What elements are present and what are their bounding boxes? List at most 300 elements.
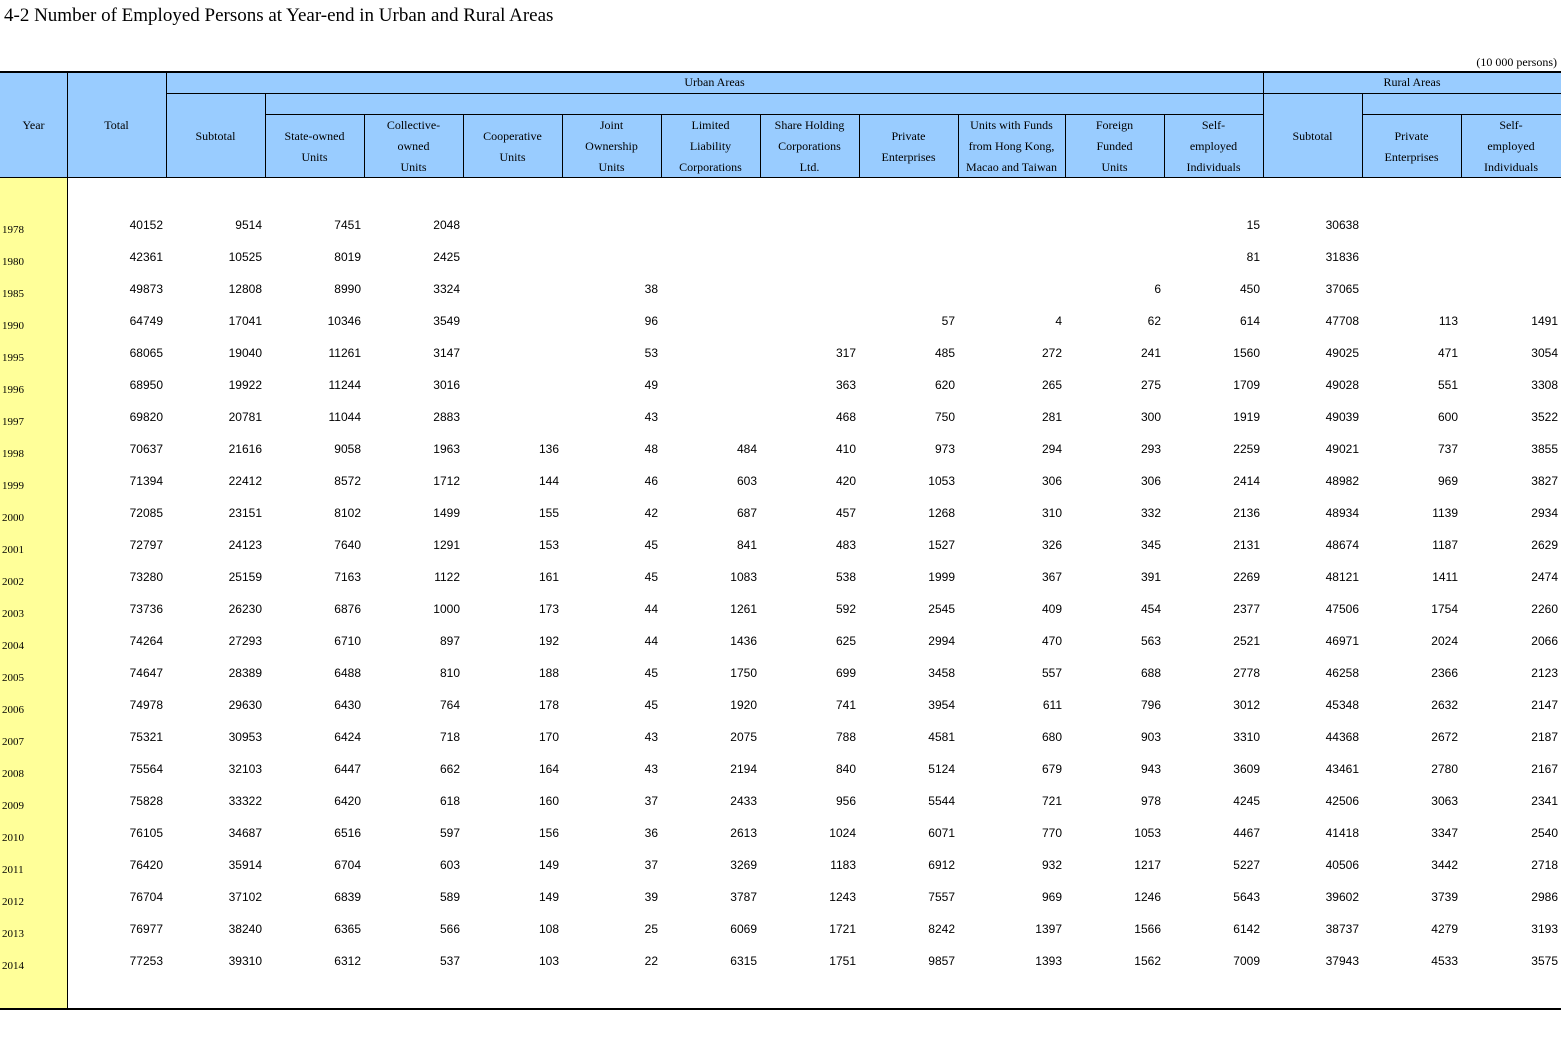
table-cell: 49025 — [1325, 346, 1359, 360]
header-text-line: Enterprises — [881, 149, 936, 164]
table-cell: 1139 — [1432, 506, 1458, 520]
table-cell — [1362, 241, 1461, 273]
header-divider — [1362, 94, 1363, 115]
table-cell: 75321 — [129, 730, 163, 744]
table-cell: 7163 — [334, 570, 361, 584]
header-urban-col-1 — [166, 94, 265, 178]
table-cell: 538 — [835, 570, 856, 584]
table-cell: 2259 — [1233, 442, 1260, 456]
year-cell: 2013 — [2, 928, 24, 940]
table-cell: 1491 — [1531, 314, 1558, 328]
table-cell: 149 — [538, 858, 559, 872]
table-cell: 326 — [1041, 538, 1062, 552]
table-cell: 367 — [1041, 570, 1062, 584]
table-cell: 48982 — [1325, 474, 1359, 488]
table-cell: 44 — [644, 634, 658, 648]
header-urban-col-10 — [1065, 115, 1164, 178]
table-cell: 144 — [538, 474, 559, 488]
table-cell: 2545 — [928, 602, 955, 616]
table-cell: 3954 — [928, 698, 955, 712]
table-cell: 9058 — [334, 442, 361, 456]
table-cell: 306 — [1041, 474, 1062, 488]
table-cell: 22412 — [228, 474, 262, 488]
table-cell — [562, 241, 661, 273]
table-cell: 4467 — [1233, 826, 1260, 840]
table-cell: 49021 — [1325, 442, 1359, 456]
header-text-line: Units — [598, 160, 625, 174]
table-cell: 6 — [1154, 282, 1161, 296]
table-cell — [661, 209, 760, 241]
table-cell: 688 — [1140, 666, 1161, 680]
table-row — [0, 945, 1561, 977]
table-cell — [859, 241, 958, 273]
table-cell: 11044 — [328, 410, 361, 424]
table-row — [0, 337, 1561, 369]
header-urban-col-11 — [1164, 115, 1263, 178]
table-cell: 6876 — [334, 602, 361, 616]
year-cell: 1980 — [2, 256, 24, 268]
table-cell: 1261 — [730, 602, 757, 616]
table-cell: 1122 — [434, 570, 460, 584]
table-cell: 10346 — [327, 314, 361, 328]
table-cell: 1291 — [433, 538, 460, 552]
year-cell: 1997 — [2, 416, 24, 428]
table-cell: 76105 — [129, 826, 163, 840]
table-cell — [760, 241, 859, 273]
header-text-line: Rural Areas — [1383, 75, 1441, 89]
header-text-line: Enterprises — [1384, 149, 1439, 164]
table-cell — [1461, 241, 1561, 273]
table-cell: 20781 — [228, 410, 262, 424]
table-cell: 317 — [835, 346, 856, 360]
table-cell: 22 — [644, 954, 658, 968]
table-cell: 108 — [538, 922, 559, 936]
header-text-line: Private — [1394, 128, 1429, 143]
table-cell: 1083 — [730, 570, 757, 584]
table-cell: 3193 — [1531, 922, 1558, 936]
table-cell: 37943 — [1325, 954, 1359, 968]
header-text-line: Units with Funds — [970, 118, 1053, 132]
header-text-line: employed — [1487, 139, 1535, 153]
header-text-line: Units — [301, 149, 328, 164]
table-cell: 625 — [835, 634, 856, 648]
header-divider — [1164, 115, 1165, 178]
table-cell: 6710 — [334, 634, 361, 648]
table-cell: 6488 — [334, 666, 361, 680]
table-row — [0, 625, 1561, 657]
table-cell: 5227 — [1233, 858, 1260, 872]
table-cell: 2269 — [1233, 570, 1260, 584]
table-cell: 551 — [1437, 378, 1458, 392]
table-cell: 391 — [1140, 570, 1161, 584]
table-cell: 3269 — [730, 858, 757, 872]
table-cell: 164 — [538, 762, 559, 776]
table-cell: 589 — [439, 890, 460, 904]
table-cell: 43461 — [1325, 762, 1359, 776]
header-text-line: Joint — [599, 118, 624, 132]
table-cell: 8990 — [334, 282, 361, 296]
table-cell: 943 — [1140, 762, 1161, 776]
year-cell: 2011 — [2, 864, 24, 876]
table-cell: 7640 — [334, 538, 361, 552]
table-cell: 969 — [1437, 474, 1458, 488]
table-cell: 281 — [1041, 410, 1062, 424]
year-cell: 1995 — [2, 352, 24, 364]
table-cell: 2131 — [1233, 538, 1260, 552]
table-cell — [1461, 273, 1561, 305]
table-cell: 2194 — [730, 762, 757, 776]
table-row — [0, 913, 1561, 945]
table-cell: 2613 — [730, 826, 757, 840]
table-cell: 2521 — [1233, 634, 1260, 648]
table-cell: 2048 — [433, 218, 460, 232]
year-cell: 2002 — [2, 576, 24, 588]
header-rural-col-2 — [1362, 115, 1461, 178]
header-text-line: Share Holding — [774, 118, 845, 132]
table-cell: 37 — [644, 858, 658, 872]
unit-note: (10 000 persons) — [1476, 55, 1557, 69]
table-cell: 27293 — [228, 634, 262, 648]
table-cell: 103 — [538, 954, 559, 968]
table-cell: 741 — [835, 698, 856, 712]
table-cell: 2123 — [1531, 666, 1558, 680]
header-text-line: Units — [499, 149, 526, 164]
table-cell: 68065 — [129, 346, 163, 360]
table-cell: 2672 — [1431, 730, 1458, 744]
table-cell — [1065, 241, 1164, 273]
table-cell: 484 — [736, 442, 757, 456]
header-text-line: Ltd. — [799, 160, 820, 174]
table-row — [0, 593, 1561, 625]
table-cell: 42361 — [129, 250, 163, 264]
table-cell: 614 — [1239, 314, 1260, 328]
table-cell: 73736 — [129, 602, 163, 616]
table-cell: 3549 — [433, 314, 460, 328]
table-cell: 49028 — [1325, 378, 1359, 392]
urban-group-rule — [166, 93, 1263, 94]
table-row — [0, 753, 1561, 785]
table-cell — [760, 273, 859, 305]
table-cell: 2778 — [1233, 666, 1260, 680]
table-cell: 3012 — [1233, 698, 1260, 712]
table-cell: 3522 — [1531, 410, 1558, 424]
table-cell: 6839 — [334, 890, 361, 904]
table-cell: 21616 — [228, 442, 262, 456]
table-cell: 188 — [538, 666, 559, 680]
header-text-line: Private — [891, 128, 926, 143]
table-cell: 4245 — [1233, 794, 1260, 808]
table-cell: 37102 — [228, 890, 262, 904]
table-cell: 161 — [538, 570, 559, 584]
table-cell: 537 — [439, 954, 460, 968]
table-cell: 1053 — [1134, 826, 1161, 840]
header-text-line: Units — [1101, 160, 1128, 174]
table-cell: 38 — [644, 282, 658, 296]
table-cell: 3855 — [1531, 442, 1558, 456]
table-cell: 306 — [1140, 474, 1161, 488]
header-urban-col-2 — [265, 115, 364, 178]
table-cell: 2075 — [730, 730, 757, 744]
table-cell: 45 — [644, 666, 658, 680]
header-divider — [265, 115, 266, 178]
table-cell: 1393 — [1035, 954, 1062, 968]
table-cell: 3442 — [1431, 858, 1458, 872]
table-cell: 2994 — [928, 634, 955, 648]
table-cell: 1217 — [1134, 858, 1161, 872]
year-cell: 2006 — [2, 704, 24, 716]
table-cell: 1268 — [928, 506, 955, 520]
table-cell — [859, 209, 958, 241]
table-cell: 557 — [1041, 666, 1062, 680]
year-cell: 2005 — [2, 672, 24, 684]
table-cell: 3063 — [1431, 794, 1458, 808]
table-cell: 155 — [538, 506, 559, 520]
header-urban-col-8 — [859, 115, 958, 178]
table-cell: 457 — [835, 506, 856, 520]
table-cell: 6365 — [334, 922, 361, 936]
header-text-line: Self- — [1201, 118, 1226, 132]
header-urban-col-4 — [463, 115, 562, 178]
table-cell: 699 — [835, 666, 856, 680]
table-cell: 721 — [1041, 794, 1062, 808]
table-cell: 2718 — [1531, 858, 1558, 872]
table-cell: 6447 — [334, 762, 361, 776]
table-cell: 275 — [1140, 378, 1161, 392]
table-cell: 81 — [1246, 250, 1260, 264]
table-cell: 8019 — [334, 250, 361, 264]
table-cell: 74264 — [129, 634, 163, 648]
table-cell: 4 — [1055, 314, 1062, 328]
table-cell: 39 — [644, 890, 658, 904]
table-cell: 3310 — [1233, 730, 1260, 744]
table-cell: 1187 — [1432, 538, 1458, 552]
header-divider — [1362, 115, 1363, 178]
table-cell: 77253 — [129, 954, 163, 968]
table-cell: 1527 — [928, 538, 955, 552]
table-cell: 28389 — [228, 666, 262, 680]
table-cell: 47506 — [1325, 602, 1359, 616]
table-cell: 37065 — [1325, 282, 1359, 296]
table-cell: 64749 — [129, 314, 163, 328]
table-cell: 563 — [1140, 634, 1161, 648]
header-divider — [67, 72, 68, 178]
table-cell: 1750 — [730, 666, 757, 680]
table-cell — [661, 401, 760, 433]
table-cell: 2260 — [1531, 602, 1558, 616]
table-cell: 470 — [1041, 634, 1062, 648]
table-row — [0, 881, 1561, 913]
table-cell: 57 — [941, 314, 955, 328]
table-cell: 1919 — [1233, 410, 1260, 424]
table-cell: 1754 — [1431, 602, 1458, 616]
table-cell: 272 — [1041, 346, 1062, 360]
table-cell: 74978 — [129, 698, 163, 712]
table-cell: 485 — [934, 346, 955, 360]
table-cell: 113 — [1438, 314, 1458, 328]
table-cell: 1436 — [730, 634, 757, 648]
header-rural-areas — [1263, 72, 1561, 93]
table-cell: 149 — [538, 890, 559, 904]
table-cell: 17041 — [228, 314, 262, 328]
table-cell — [958, 209, 1065, 241]
table-cell: 3324 — [433, 282, 460, 296]
table-cell: 956 — [835, 794, 856, 808]
table-cell: 37 — [644, 794, 658, 808]
table-cell: 75828 — [129, 794, 163, 808]
header-rural-col-1 — [1263, 94, 1362, 178]
header-divider — [166, 72, 167, 178]
table-cell: 603 — [736, 474, 757, 488]
header-text-line: Total — [104, 117, 129, 132]
table-cell: 39310 — [228, 954, 262, 968]
table-cell: 7557 — [928, 890, 955, 904]
year-cell: 2014 — [2, 960, 24, 972]
table-cell — [760, 305, 859, 337]
table-cell: 978 — [1140, 794, 1161, 808]
table-cell: 19922 — [228, 378, 262, 392]
table-cell: 153 — [538, 538, 559, 552]
table-row — [0, 561, 1561, 593]
header-text-line: employed — [1189, 139, 1238, 153]
table-cell: 1243 — [829, 890, 856, 904]
header-text-line: Individuals — [1484, 160, 1538, 174]
table-cell: 2540 — [1531, 826, 1558, 840]
table-cell: 600 — [1437, 410, 1458, 424]
table-cell: 2167 — [1531, 762, 1558, 776]
table-cell — [463, 305, 562, 337]
table-cell: 4533 — [1431, 954, 1458, 968]
table-cell: 1560 — [1233, 346, 1260, 360]
header-text-line: Ownership — [585, 139, 638, 153]
table-cell: 6142 — [1233, 922, 1260, 936]
table-cell: 40506 — [1325, 858, 1359, 872]
header-divider — [1461, 115, 1462, 178]
table-cell: 76704 — [129, 890, 163, 904]
table-cell: 8572 — [334, 474, 361, 488]
table-cell: 450 — [1239, 282, 1260, 296]
table-cell: 4581 — [928, 730, 955, 744]
table-cell: 2934 — [1531, 506, 1558, 520]
table-cell: 23151 — [228, 506, 262, 520]
table-cell: 764 — [439, 698, 460, 712]
table-cell: 10525 — [228, 250, 262, 264]
header-text-line: Limited — [691, 118, 730, 132]
table-cell: 618 — [439, 794, 460, 808]
table-cell: 53 — [644, 346, 658, 360]
table-cell: 31836 — [1325, 250, 1359, 264]
header-divider — [760, 115, 761, 178]
table-cell: 45 — [644, 570, 658, 584]
table-cell: 2629 — [1531, 538, 1558, 552]
table-cell: 96 — [644, 314, 658, 328]
table-cell: 6071 — [928, 826, 955, 840]
table-cell: 6430 — [334, 698, 361, 712]
table-cell: 43 — [644, 730, 658, 744]
table-cell: 1920 — [730, 698, 757, 712]
table-cell: 34687 — [228, 826, 262, 840]
header-text-line: from Hong Kong, — [968, 139, 1055, 153]
table-cell: 48 — [644, 442, 658, 456]
table-row — [0, 785, 1561, 817]
table-cell: 1183 — [830, 858, 856, 872]
table-cell: 293 — [1140, 442, 1161, 456]
header-text-line: Units — [400, 160, 427, 174]
table-cell: 932 — [1041, 858, 1062, 872]
table-cell: 38737 — [1325, 922, 1359, 936]
table-cell: 24123 — [228, 538, 262, 552]
year-cell: 2007 — [2, 736, 24, 748]
table-cell: 170 — [538, 730, 559, 744]
table-cell: 2780 — [1431, 762, 1458, 776]
table-cell: 2414 — [1233, 474, 1260, 488]
header-divider — [958, 115, 959, 178]
table-cell: 410 — [835, 442, 856, 456]
header-text-line: Collective- — [386, 118, 441, 132]
table-row — [0, 401, 1561, 433]
table-row — [0, 849, 1561, 881]
header-text-line: Corporations — [778, 139, 841, 153]
table-cell: 310 — [1041, 506, 1062, 520]
table-cell: 8102 — [334, 506, 361, 520]
year-cell: 1996 — [2, 384, 24, 396]
table-cell: 1397 — [1035, 922, 1062, 936]
table-row — [0, 721, 1561, 753]
table-cell — [1461, 209, 1561, 241]
table-cell: 45348 — [1325, 698, 1359, 712]
table-cell: 25 — [644, 922, 658, 936]
year-cell: 2003 — [2, 608, 24, 620]
table-cell — [463, 241, 562, 273]
table-cell: 687 — [736, 506, 757, 520]
table-cell: 39602 — [1325, 890, 1359, 904]
table-cell: 5124 — [928, 762, 955, 776]
table-cell: 43 — [644, 410, 658, 424]
table-cell: 420 — [835, 474, 856, 488]
table-cell: 178 — [538, 698, 559, 712]
header-urban-col-9 — [958, 115, 1065, 178]
table-cell: 973 — [934, 442, 955, 456]
table-cell: 49039 — [1325, 410, 1359, 424]
table-cell: 25159 — [228, 570, 262, 584]
table-cell: 41418 — [1325, 826, 1359, 840]
table-cell — [661, 369, 760, 401]
table-cell: 611 — [1042, 698, 1062, 712]
table-cell — [661, 241, 760, 273]
table-cell: 737 — [1437, 442, 1458, 456]
table-cell — [463, 273, 562, 305]
table-cell: 4279 — [1431, 922, 1458, 936]
table-cell — [1362, 273, 1461, 305]
table-cell: 43 — [644, 762, 658, 776]
header-text-line: Funded — [1096, 139, 1133, 153]
table-cell: 1562 — [1134, 954, 1161, 968]
table-cell: 45 — [644, 698, 658, 712]
table-cell: 8242 — [928, 922, 955, 936]
table-cell: 45 — [644, 538, 658, 552]
table-cell: 2024 — [1431, 634, 1458, 648]
header-text-line: Subtotal — [1292, 128, 1333, 143]
table-cell — [958, 241, 1065, 273]
table-cell: 2632 — [1431, 698, 1458, 712]
table-cell: 1053 — [928, 474, 955, 488]
table-row — [0, 497, 1561, 529]
table-cell: 409 — [1041, 602, 1062, 616]
table-cell: 3575 — [1531, 954, 1558, 968]
table-cell: 3739 — [1431, 890, 1458, 904]
table-cell: 903 — [1140, 730, 1161, 744]
table-cell: 9514 — [235, 218, 262, 232]
table-cell: 597 — [439, 826, 460, 840]
